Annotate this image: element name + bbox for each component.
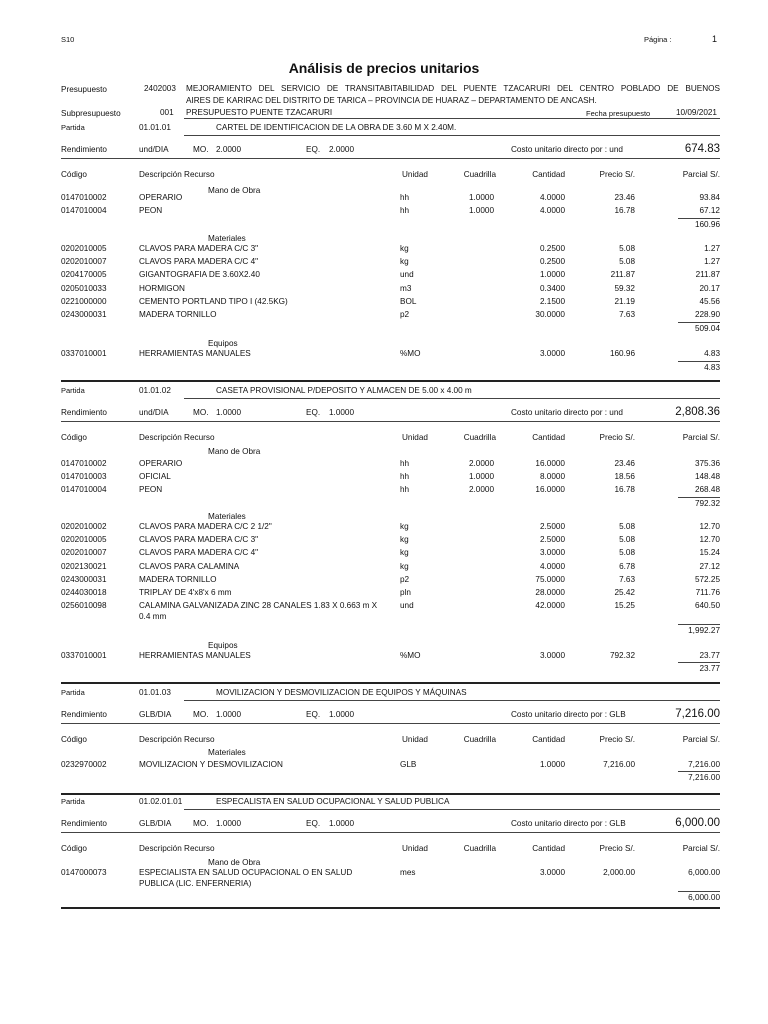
resource-parcial: 268.48 bbox=[694, 485, 720, 495]
resource-unit: kg bbox=[400, 244, 409, 253]
header-cuadrilla: Cuadrilla bbox=[463, 844, 496, 853]
resource-precio: 59.32 bbox=[614, 283, 635, 293]
header-parcial: Parcial S/. bbox=[682, 170, 720, 179]
meta-divider bbox=[184, 118, 720, 119]
header-precio: Precio S/. bbox=[599, 844, 635, 853]
partida-end-rule bbox=[61, 380, 720, 382]
resource-description: OPERARIO bbox=[139, 193, 183, 202]
group-subtotal: 160.96 bbox=[694, 220, 720, 229]
resource-description: HERRAMIENTAS MANUALES bbox=[139, 349, 251, 358]
partida-divider bbox=[184, 398, 720, 399]
eq-value: 1.0000 bbox=[329, 408, 355, 417]
resource-precio: 5.08 bbox=[619, 257, 635, 267]
resource-description-cont: PUBLICA (LIC. ENFERNERIA) bbox=[139, 879, 252, 888]
group-label: Materiales bbox=[208, 748, 246, 757]
resource-cantidad: 28.0000 bbox=[535, 588, 565, 597]
resource-description: TRIPLAY DE 4'x8'x 6 mm bbox=[139, 588, 232, 597]
resource-cantidad: 1.0000 bbox=[539, 270, 565, 280]
resource-unit: %MO bbox=[400, 349, 421, 358]
eq-value: 1.0000 bbox=[329, 819, 355, 828]
costo-unitario-label: Costo unitario directo por : GLB bbox=[511, 819, 626, 828]
subpresupuesto-label: Subpresupuesto bbox=[61, 109, 121, 118]
group-subtotal: 7,216.00 bbox=[688, 773, 720, 782]
resource-parcial: 6,000.00 bbox=[688, 868, 720, 877]
resource-unit: und bbox=[400, 270, 414, 280]
partida-divider bbox=[184, 700, 720, 701]
partida-label: Partida bbox=[61, 688, 85, 697]
header-parcial: Parcial S/. bbox=[682, 433, 720, 442]
resource-precio: 5.08 bbox=[619, 244, 635, 253]
eq-value: 2.0000 bbox=[329, 145, 355, 154]
mo-value: 1.0000 bbox=[216, 710, 242, 719]
resource-precio: 792.32 bbox=[609, 651, 635, 660]
resource-unit: hh bbox=[400, 459, 410, 468]
header-unidad: Unidad bbox=[402, 844, 428, 853]
eq-label: EQ. bbox=[306, 819, 321, 828]
resource-parcial: 640.50 bbox=[694, 601, 720, 611]
resource-unit: mes bbox=[400, 868, 416, 877]
resource-cantidad: 16.0000 bbox=[535, 485, 565, 495]
resource-description: HERRAMIENTAS MANUALES bbox=[139, 651, 251, 660]
resource-code: 0202010007 bbox=[61, 257, 107, 267]
resource-unit: p2 bbox=[400, 574, 410, 584]
presupuesto-desc-line2: AIRES DE KARIRAC DEL DISTRITO DE TARICA – PROVINCIA DE HUARAZ – DEPARTAMENTO DE ANCASH. bbox=[186, 96, 597, 105]
subpresupuesto-code: 001 bbox=[160, 108, 174, 117]
group-subtotal: 4.83 bbox=[704, 363, 720, 372]
resource-cantidad: 2.5000 bbox=[539, 535, 565, 545]
header-parcial: Parcial S/. bbox=[682, 844, 720, 853]
resource-parcial: 27.12 bbox=[699, 561, 720, 571]
resource-parcial: 7,216.00 bbox=[688, 760, 720, 769]
group-label: Mano de Obra bbox=[208, 186, 261, 195]
resource-unit: %MO bbox=[400, 651, 421, 660]
partida-name: CARTEL DE IDENTIFICACION DE LA OBRA DE 3.60 M X 2.40M. bbox=[216, 123, 457, 132]
resource-parcial: 15.24 bbox=[699, 548, 720, 558]
resource-unit: kg bbox=[400, 257, 409, 267]
resource-cantidad: 42.0000 bbox=[535, 601, 565, 611]
subtotal-rule bbox=[678, 361, 720, 362]
resource-cantidad: 16.0000 bbox=[535, 459, 565, 468]
costo-unitario-value: 7,216.00 bbox=[675, 708, 720, 720]
resource-cantidad: 8.0000 bbox=[539, 472, 565, 482]
resource-code: 0221000000 bbox=[61, 296, 107, 306]
header-cantidad: Cantidad bbox=[532, 433, 565, 442]
partida-label: Partida bbox=[61, 123, 85, 132]
resource-cuadrilla: 1.0000 bbox=[468, 206, 494, 216]
resource-precio: 21.19 bbox=[614, 296, 635, 306]
resource-unit: kg bbox=[400, 561, 409, 571]
subtotal-rule bbox=[678, 771, 720, 772]
subtotal-rule bbox=[678, 624, 720, 625]
resource-parcial: 228.90 bbox=[694, 310, 720, 319]
resource-description: CEMENTO PORTLAND TIPO I (42.5KG) bbox=[139, 296, 288, 306]
partida-divider bbox=[184, 809, 720, 810]
resource-unit: hh bbox=[400, 206, 410, 216]
resource-description: CLAVOS PARA CALAMINA bbox=[139, 561, 240, 571]
resource-unit: hh bbox=[400, 472, 410, 482]
header-codigo: Código bbox=[61, 170, 87, 179]
group-subtotal: 792.32 bbox=[694, 499, 720, 508]
rendimiento-label: Rendimiento bbox=[61, 819, 107, 828]
resource-code: 0147010004 bbox=[61, 206, 107, 216]
header-codigo: Código bbox=[61, 844, 87, 853]
partida-label: Partida bbox=[61, 797, 85, 806]
resource-precio: 7.63 bbox=[619, 310, 635, 319]
rendimiento-unit: und/DIA bbox=[139, 145, 169, 154]
resource-cantidad: 4.0000 bbox=[539, 193, 565, 202]
rendimiento-unit: GLB/DIA bbox=[139, 819, 172, 828]
rendimiento-divider bbox=[61, 158, 720, 159]
resource-parcial: 1.27 bbox=[704, 244, 720, 253]
resource-code: 0202010007 bbox=[61, 548, 107, 558]
resource-cantidad: 1.0000 bbox=[539, 760, 565, 769]
partida-name: ESPECALISTA EN SALUD OCUPACIONAL Y SALUD PUBLICA bbox=[216, 797, 450, 806]
resource-precio: 15.25 bbox=[614, 601, 635, 611]
partida-code: 01.02.01.01 bbox=[139, 797, 183, 806]
presupuesto-label: Presupuesto bbox=[61, 85, 107, 94]
resource-cantidad: 2.1500 bbox=[539, 296, 565, 306]
resource-cuadrilla: 2.0000 bbox=[468, 485, 494, 495]
resource-precio: 23.46 bbox=[614, 459, 635, 468]
partida-end-rule bbox=[61, 682, 720, 684]
header-unidad: Unidad bbox=[402, 433, 428, 442]
resource-unit: und bbox=[400, 601, 414, 611]
costo-unitario-label: Costo unitario directo por : GLB bbox=[511, 710, 626, 719]
resource-cantidad: 30.0000 bbox=[535, 310, 565, 319]
resource-precio: 7,216.00 bbox=[603, 760, 635, 769]
subtotal-rule bbox=[678, 322, 720, 323]
rendimiento-label: Rendimiento bbox=[61, 145, 107, 154]
resource-precio: 2,000.00 bbox=[603, 868, 635, 877]
group-label: Equipos bbox=[208, 641, 238, 650]
header-cuadrilla: Cuadrilla bbox=[463, 433, 496, 442]
resource-cantidad: 0.2500 bbox=[539, 257, 565, 267]
group-subtotal: 509.04 bbox=[694, 324, 720, 333]
resource-parcial: 45.56 bbox=[699, 296, 720, 306]
group-subtotal: 6,000.00 bbox=[688, 893, 720, 902]
resource-unit: kg bbox=[400, 522, 409, 531]
group-label: Equipos bbox=[208, 339, 238, 348]
rendimiento-label: Rendimiento bbox=[61, 710, 107, 719]
costo-unitario-value: 674.83 bbox=[684, 143, 720, 155]
partida-name: MOVILIZACION Y DESMOVILIZACION DE EQUIPOS Y MÁQUINAS bbox=[216, 688, 467, 697]
resource-description: MOVILIZACION Y DESMOVILIZACION bbox=[139, 760, 283, 769]
resource-parcial: 23.77 bbox=[699, 651, 720, 660]
resource-precio: 5.08 bbox=[619, 548, 635, 558]
subpresupuesto-desc: PRESUPUESTO PUENTE TZACARURI bbox=[186, 108, 333, 117]
presupuesto-code: 2402003 bbox=[144, 84, 176, 93]
subtotal-rule bbox=[678, 662, 720, 663]
header-precio: Precio S/. bbox=[599, 170, 635, 179]
header-unidad: Unidad bbox=[402, 735, 428, 744]
partida-name: CASETA PROVISIONAL P/DEPOSITO Y ALMACEN DE 5.00 x 4.00 m bbox=[216, 386, 472, 395]
page-label: Página : bbox=[644, 35, 672, 44]
header-unidad: Unidad bbox=[402, 170, 428, 179]
resource-description: HORMIGON bbox=[139, 283, 185, 293]
resource-description: CLAVOS PARA MADERA C/C 4" bbox=[139, 548, 259, 558]
group-subtotal: 23.77 bbox=[699, 664, 720, 673]
rendimiento-unit: und/DIA bbox=[139, 408, 169, 417]
header-cuadrilla: Cuadrilla bbox=[463, 170, 496, 179]
header-codigo: Código bbox=[61, 735, 87, 744]
resource-code: 0204170005 bbox=[61, 270, 107, 280]
header-cantidad: Cantidad bbox=[532, 170, 565, 179]
fecha-label: Fecha presupuesto bbox=[586, 109, 651, 118]
subtotal-rule bbox=[678, 218, 720, 219]
resource-parcial: 12.70 bbox=[699, 535, 720, 545]
rendimiento-divider bbox=[61, 421, 720, 422]
resource-precio: 160.96 bbox=[609, 349, 635, 358]
header-descripcion: Descripción Recurso bbox=[139, 735, 215, 744]
resource-description: PEON bbox=[139, 206, 163, 216]
resource-code: 0147010002 bbox=[61, 459, 107, 468]
page-title-text: Análisis de precios unitarios bbox=[288, 60, 480, 76]
rendimiento-label: Rendimiento bbox=[61, 408, 107, 417]
resource-code: 0147010003 bbox=[61, 472, 107, 482]
partida-code: 01.01.01 bbox=[139, 123, 171, 132]
fecha-value: 10/09/2021 bbox=[676, 108, 717, 117]
resource-description: PEON bbox=[139, 485, 163, 495]
rendimiento-unit: GLB/DIA bbox=[139, 710, 172, 719]
group-label: Mano de Obra bbox=[208, 447, 261, 456]
resource-code: 0337010001 bbox=[61, 349, 107, 358]
header-descripcion: Descripción Recurso bbox=[139, 433, 215, 442]
resource-unit: p2 bbox=[400, 310, 410, 319]
resource-precio: 25.42 bbox=[614, 588, 635, 597]
resource-code: 0232970002 bbox=[61, 760, 107, 769]
resource-description: CLAVOS PARA MADERA C/C 2 1/2" bbox=[139, 522, 272, 531]
partida-label: Partida bbox=[61, 386, 85, 395]
resource-precio: 23.46 bbox=[614, 193, 635, 202]
resource-unit: BOL bbox=[400, 296, 417, 306]
resource-code: 0147000073 bbox=[61, 868, 107, 877]
resource-parcial: 148.48 bbox=[694, 472, 720, 482]
resource-description: OPERARIO bbox=[139, 459, 183, 468]
eq-value: 1.0000 bbox=[329, 710, 355, 719]
header-parcial: Parcial S/. bbox=[682, 735, 720, 744]
presupuesto-desc-line1: MEJORAMIENTO DEL SERVICIO DE TRANSITABITABILIDAD DEL PUENTE TZACARURI DEL CENTRO POBLADO DE BUENOS bbox=[186, 84, 720, 93]
resource-parcial: 375.36 bbox=[694, 459, 720, 468]
header-precio: Precio S/. bbox=[599, 735, 635, 744]
resource-description: CALAMINA GALVANIZADA ZINC 28 CANALES 1.83 X 0.663 m X bbox=[139, 601, 378, 611]
resource-parcial: 711.76 bbox=[695, 588, 720, 597]
resource-code: 0337010001 bbox=[61, 651, 107, 660]
partida-divider bbox=[184, 135, 720, 136]
header-descripcion: Descripción Recurso bbox=[139, 170, 215, 179]
resource-cantidad: 3.0000 bbox=[539, 349, 565, 358]
partida-code: 01.01.03 bbox=[139, 688, 171, 697]
resource-unit: GLB bbox=[400, 760, 417, 769]
resource-parcial: 4.83 bbox=[704, 349, 720, 358]
mo-label: MO. bbox=[193, 819, 209, 828]
resource-description: GIGANTOGRAFIA DE 3.60X2.40 bbox=[139, 270, 260, 280]
resource-parcial: 211.87 bbox=[695, 270, 720, 280]
resource-cantidad: 4.0000 bbox=[539, 561, 565, 571]
mo-value: 1.0000 bbox=[216, 408, 242, 417]
costo-unitario-value: 6,000.00 bbox=[675, 817, 720, 829]
group-subtotal: 1,992.27 bbox=[688, 626, 720, 635]
resource-precio: 16.78 bbox=[614, 485, 635, 495]
resource-code: 0243000031 bbox=[61, 574, 107, 584]
system-code: S10 bbox=[61, 35, 75, 44]
mo-value: 1.0000 bbox=[216, 819, 242, 828]
resource-parcial: 20.17 bbox=[699, 283, 720, 293]
page-title bbox=[0, 60, 768, 76]
costo-unitario-label: Costo unitario directo por : und bbox=[511, 408, 623, 417]
rendimiento-divider bbox=[61, 832, 720, 833]
resource-parcial: 93.84 bbox=[699, 193, 720, 202]
resource-cantidad: 3.0000 bbox=[539, 868, 565, 877]
resource-precio: 5.08 bbox=[619, 535, 635, 545]
resource-description: CLAVOS PARA MADERA C/C 3" bbox=[139, 244, 259, 253]
resource-cantidad: 3.0000 bbox=[539, 548, 565, 558]
resource-code: 0202010005 bbox=[61, 244, 107, 253]
resource-code: 0205010033 bbox=[61, 283, 107, 293]
resource-precio: 211.87 bbox=[610, 270, 635, 280]
header-descripcion: Descripción Recurso bbox=[139, 844, 215, 853]
mo-label: MO. bbox=[193, 710, 209, 719]
header-codigo: Código bbox=[61, 433, 87, 442]
resource-code: 0202010002 bbox=[61, 522, 107, 531]
mo-label: MO. bbox=[193, 145, 209, 154]
header-cuadrilla: Cuadrilla bbox=[463, 735, 496, 744]
resource-precio: 7.63 bbox=[619, 574, 635, 584]
partida-end-rule bbox=[61, 907, 720, 909]
resource-cantidad: 0.3400 bbox=[539, 283, 565, 293]
resource-description: CLAVOS PARA MADERA C/C 3" bbox=[139, 535, 259, 545]
resource-cantidad: 4.0000 bbox=[539, 206, 565, 216]
partida-end-rule bbox=[61, 793, 720, 795]
mo-label: MO. bbox=[193, 408, 209, 417]
resource-unit: m3 bbox=[400, 283, 412, 293]
resource-unit: hh bbox=[400, 193, 410, 202]
resource-code: 0147010004 bbox=[61, 485, 107, 495]
eq-label: EQ. bbox=[306, 145, 321, 154]
resource-code: 0244030018 bbox=[61, 588, 107, 597]
resource-code: 0202010005 bbox=[61, 535, 107, 545]
resource-unit: kg bbox=[400, 535, 409, 545]
mo-value: 2.0000 bbox=[216, 145, 242, 154]
resource-description: CLAVOS PARA MADERA C/C 4" bbox=[139, 257, 259, 267]
resource-description: MADERA TORNILLO bbox=[139, 310, 217, 319]
resource-unit: kg bbox=[400, 548, 409, 558]
resource-description: OFICIAL bbox=[139, 472, 171, 482]
costo-unitario-label: Costo unitario directo por : und bbox=[511, 145, 623, 154]
header-cantidad: Cantidad bbox=[532, 735, 565, 744]
eq-label: EQ. bbox=[306, 408, 321, 417]
resource-description-cont: 0.4 mm bbox=[139, 612, 167, 622]
resource-unit: pln bbox=[400, 588, 411, 597]
group-label: Materiales bbox=[208, 234, 246, 243]
rendimiento-divider bbox=[61, 723, 720, 724]
group-label: Mano de Obra bbox=[208, 858, 261, 867]
resource-precio: 6.78 bbox=[619, 561, 635, 571]
header-cantidad: Cantidad bbox=[532, 844, 565, 853]
resource-code: 0202130021 bbox=[61, 561, 107, 571]
resource-description: ESPECIALISTA EN SALUD OCUPACIONAL O EN SALUD bbox=[139, 868, 353, 877]
resource-cuadrilla: 1.0000 bbox=[468, 193, 494, 202]
resource-cuadrilla: 2.0000 bbox=[468, 459, 494, 468]
subtotal-rule bbox=[678, 891, 720, 892]
group-label: Materiales bbox=[208, 512, 246, 521]
resource-parcial: 67.12 bbox=[699, 206, 720, 216]
resource-parcial: 572.25 bbox=[694, 574, 720, 584]
resource-cantidad: 75.0000 bbox=[535, 574, 565, 584]
resource-cantidad: 3.0000 bbox=[539, 651, 565, 660]
partida-code: 01.01.02 bbox=[139, 386, 171, 395]
resource-precio: 5.08 bbox=[619, 522, 635, 531]
resource-parcial: 1.27 bbox=[704, 257, 720, 267]
resource-precio: 16.78 bbox=[614, 206, 635, 216]
resource-code: 0243000031 bbox=[61, 310, 107, 319]
resource-description: MADERA TORNILLO bbox=[139, 574, 217, 584]
resource-code: 0147010002 bbox=[61, 193, 107, 202]
header-precio: Precio S/. bbox=[599, 433, 635, 442]
resource-precio: 18.56 bbox=[614, 472, 635, 482]
resource-cuadrilla: 1.0000 bbox=[468, 472, 494, 482]
eq-label: EQ. bbox=[306, 710, 321, 719]
page-number: 1 bbox=[712, 34, 718, 44]
resource-cantidad: 0.2500 bbox=[539, 244, 565, 253]
resource-cantidad: 2.5000 bbox=[539, 522, 565, 531]
resource-parcial: 12.70 bbox=[699, 522, 720, 531]
resource-code: 0256010098 bbox=[61, 601, 107, 611]
subtotal-rule bbox=[678, 497, 720, 498]
resource-unit: hh bbox=[400, 485, 410, 495]
costo-unitario-value: 2,808.36 bbox=[675, 406, 720, 418]
